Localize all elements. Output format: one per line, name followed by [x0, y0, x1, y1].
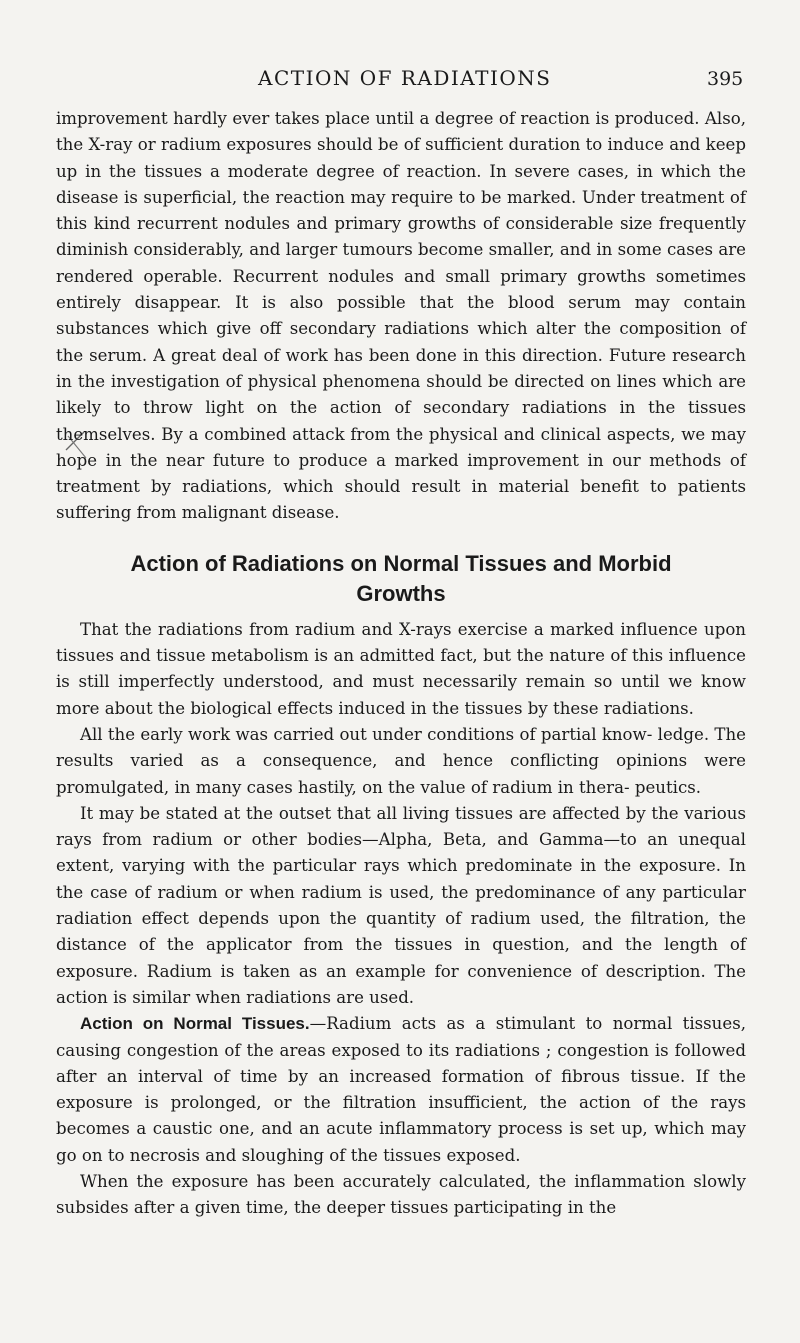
running-head — [0, 66, 800, 96]
page-number: 395 — [707, 68, 744, 90]
paragraph-text: —Radium acts as a stimulant to normal tissues, causing congestion of the areas exposed to its radiations ; congestion is followed after an interval of time by an increased formation of fibrous tissue. If the exposure is prolonged, or the filtration insufficient, the action of the rays becomes a caustic one, and an acute inflammatory process is set up, which may go on to necrosis and sloughing of the tissues exposed. — [56, 1014, 746, 1165]
paragraph: improvement hardly ever takes place until a degree of reaction is produced. Also, the X-ray or radium exposures should be of sufficient duration to induce and keep up in the tissues a moderate degree of reaction. In severe cases, in which the disease is superficial, the reaction may require to be marked. Under treatment of this kind recurrent nodules and primary growths of considerable size frequently diminish considerably, and larger tumours become smaller, and in some cases are rendered operable. Recurrent nodules and small primary growths sometimes entirely disappear. It is also possible that the blood serum may contain substances which give off secondary radiations which alter the composition of the serum. A great deal of work has been done in this direction. Future research in the investigation of physical phenomena should be directed on lines which are likely to throw light on the action of secondary radiations in the tissues themselves. By a combined attack from the physical and clinical aspects, we may hope in the near future to produce a marked improvement in our methods of treatment by radiations, which should result in material benefit to patients suffering from malignant disease. — [56, 109, 746, 523]
paragraph: All the early work was carried out under conditions of partial know- ledge. The results varied as a consequence, and hence conflicting opinions were promulgated, in many cases hastily, on the value of radium in thera- peutics. — [56, 724, 746, 797]
subsection-heading: Action on Normal Tissues. — [80, 1014, 310, 1034]
running-title: ACTION OF RADIATIONS — [258, 66, 552, 90]
section-heading: Action of Radiations on Normal Tissues and Morbid Growths — [130, 550, 672, 606]
paragraph: That the radiations from radium and X-rays exercise a marked influence upon tissues and tissue metabolism is an admitted fact, but the nature of this influence is still imperfectly understood, and must necessarily remain so until we know more about the biological effects induced in the tissues by these radiations. — [56, 619, 746, 718]
paragraph — [56, 1011, 746, 1169]
body-text — [56, 106, 746, 1222]
paragraph: When the exposure has been accurately calculated, the inflammation slowly subsides after a given time, the deeper tissues participating in the — [56, 1171, 746, 1218]
paragraph: It may be stated at the outset that all living tissues are affected by the various rays from radium or other bodies—Alpha, Beta, and Gamma—to an unequal extent, varying with the particular rays which predominate in the exposure. In the case of radium or when radium is used, the predominance of any particular radiation effect depends upon the quantity of radium used, the filtration, the distance of the applicator from the tissues in question, and the length of exposure. Radium is taken as an example for convenience of description. The action is similar when radiations are used. — [56, 803, 746, 1007]
